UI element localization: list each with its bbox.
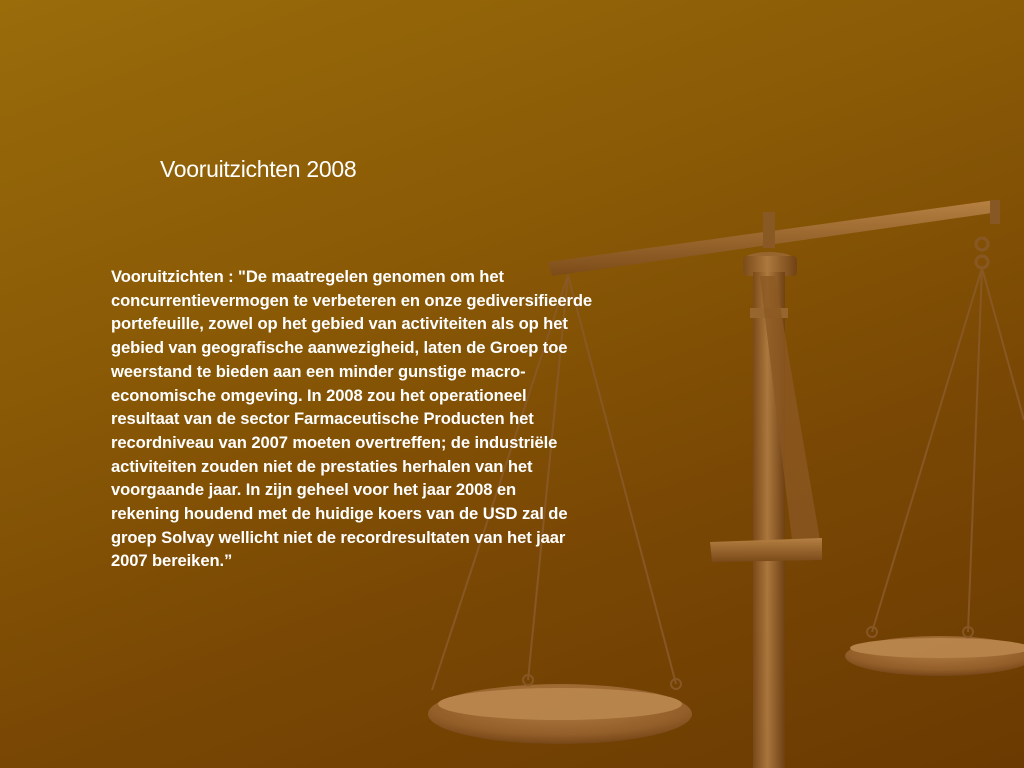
slide-body-text: Vooruitzichten : "De maatregelen genomen om het concurrentievermogen te verbeteren en onze gediversifieerde portefeuille, zowel op het gebied van activiteiten als op het gebied van geografische aanwezigheid, laten de Groep toe weerstand te bieden aan een minder gunstige macro- economische omgeving. In 2008 zou het operationeel resultaat van de sector Farmaceutische Producten het recordniveau van 2007 moeten overtreffen; de industriële activiteiten zouden niet de prestaties herhalen van het voorgaande jaar. In zijn geheel voor het jaar 2008 en rekening houdend met de huidige koers van de USD zal de groep Solvay wellicht niet de recordresultaten van het jaar 2007 bereiken.” xyxy=(111,267,593,571)
slide-title: Vooruitzichten 2008 xyxy=(160,156,357,182)
